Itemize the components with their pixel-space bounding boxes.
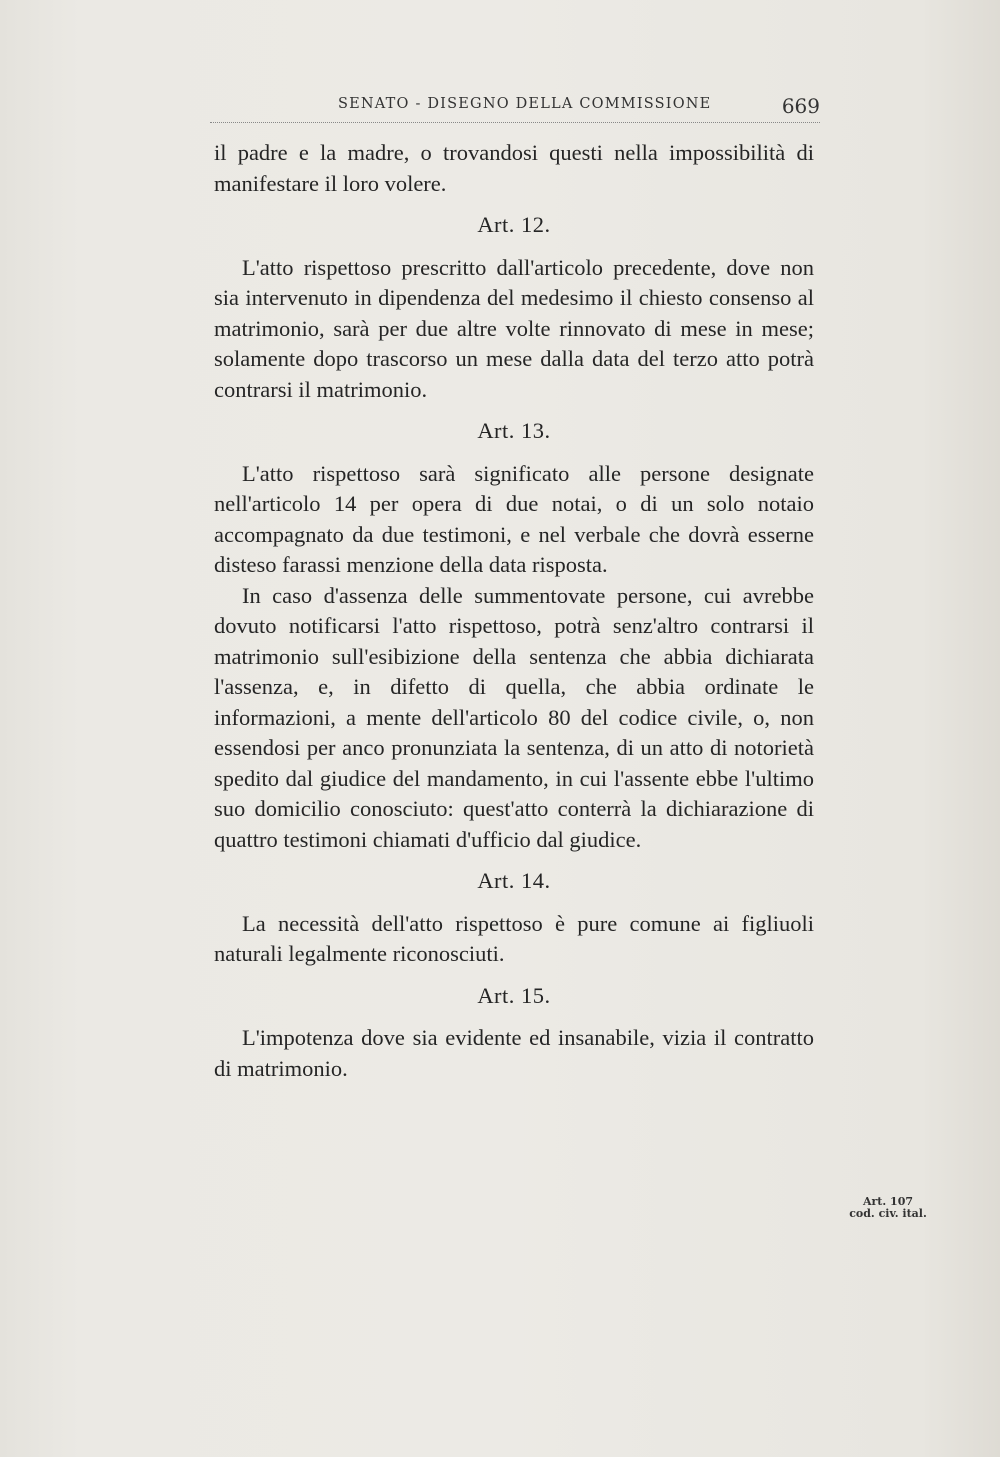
running-head: SENATO - DISEGNO DELLA COMMISSIONE — [338, 96, 712, 112]
page-body — [214, 138, 814, 1084]
article-15-paragraph: L'impotenza dove sia evidente ed insanabile, vizia il contratto di matrimonio. — [214, 1025, 814, 1081]
article-12-heading: Art. 12. — [477, 212, 551, 237]
article-13-heading: Art. 13. — [477, 418, 551, 443]
margin-note-line-1: Art. 107 — [862, 1195, 914, 1208]
page-number: 669 — [781, 94, 820, 118]
margin-note-line-2: cod. civ. ital. — [849, 1207, 927, 1220]
article-15-heading: Art. 15. — [477, 982, 551, 1008]
article-13-paragraph-1: L'atto rispettoso sarà significato alle persone designate nell'articolo 14 per opera di due notai, o di un solo notaio accompagnato da due testimoni, e nel verbale che dovrà esserne disteso farassi menzione della data risposta. — [214, 460, 814, 577]
page-header — [210, 92, 820, 123]
article-14-paragraph: La necessità dell'atto rispettoso è pure comune ai figliuoli naturali legalmente riconosciuti. — [214, 910, 814, 966]
intro-paragraph: il padre e la madre, o trovandosi questi nella impossibilità di manifestare il loro volere. — [214, 140, 814, 196]
margin-note — [838, 1196, 938, 1220]
article-13-paragraph-2: In caso d'assenza delle summentovate persone, cui avrebbe dovuto notificarsi l'atto rispettoso, potrà senz'altro contrarsi il matrimonio sull'esibizione della sentenza che abbia dichiarata l'assenza, e, in difetto di quella, che abbia ordinate le informazioni, a mente dell'articolo 80 del codice civile, o, non essendosi per anco pronunziata la sentenza, di un atto di notorietà spedito dal giudice del mandamento, in cui l'assente ebbe l'ultimo suo domicilio conosciuto: quest'atto conterrà la dichiarazione di quattro testimoni chiamati d'ufficio dal giudice. — [214, 582, 814, 852]
article-12-paragraph: L'atto rispettoso prescritto dall'articolo precedente, dove non sia intervenuto in dipendenza del medesimo il chiesto consenso al matrimonio, sarà per due altre volte rinnovato di mese in mese; solamente dopo trascorso un mese dalla data del terzo atto potrà contrarsi il matrimonio. — [214, 254, 814, 402]
article-14-heading: Art. 14. — [477, 868, 551, 893]
